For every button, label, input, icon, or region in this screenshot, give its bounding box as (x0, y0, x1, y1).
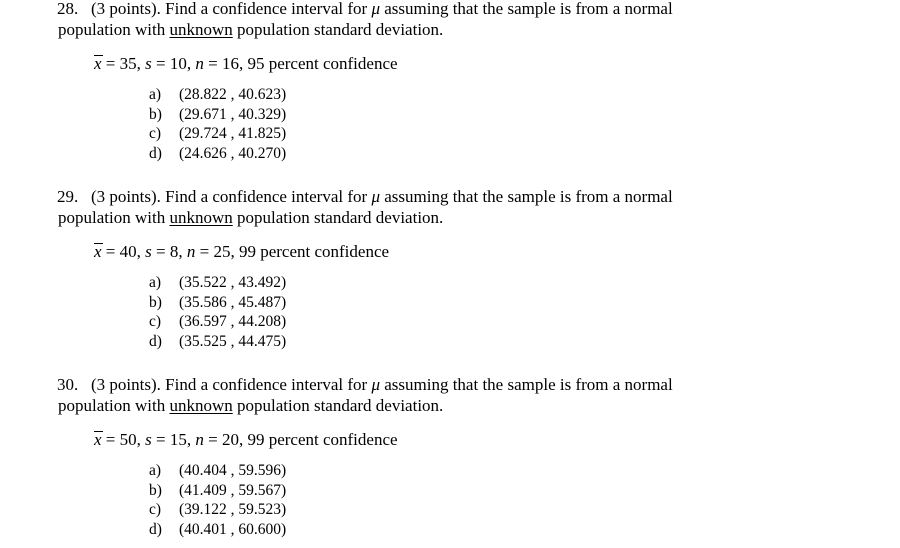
question-29 (57, 186, 880, 351)
question-number: 30. (57, 375, 79, 394)
prompt-text: Find a confidence interval for (165, 375, 368, 394)
prompt-text: population standard deviation. (236, 208, 444, 227)
xbar-symbol: x (94, 242, 102, 261)
xbar-symbol: x (94, 54, 102, 73)
n-symbol: n (195, 430, 204, 449)
answer-choice-c[interactable]: c) (29.724 , 41.825) (149, 125, 287, 142)
answer-choice-a[interactable]: a) (40.404 , 59.596) (149, 462, 287, 479)
question-number: 28. (57, 0, 79, 18)
prompt-text: assuming that the sample is from a normal (384, 0, 673, 18)
prompt-text: population standard deviation. (236, 20, 444, 39)
given-values: x = 50, s = 15, n = 20, 99 percent confidence (94, 430, 398, 449)
prompt-text: assuming that the sample is from a normal (384, 187, 673, 206)
answer-choice-c[interactable]: c) (39.122 , 59.523) (149, 501, 287, 518)
question-28 (57, 0, 880, 163)
question-30 (57, 374, 880, 539)
question-points: (3 points). (91, 187, 161, 206)
underlined-word: unknown (169, 208, 233, 227)
prompt-text: assuming that the sample is from a normal (384, 375, 673, 394)
given-values: x = 35, s = 10, n = 16, 95 percent confidence (94, 54, 398, 73)
answer-choices (149, 273, 880, 351)
n-symbol: n (195, 54, 204, 73)
s-symbol: s (145, 54, 152, 73)
answer-choice-b[interactable]: b) (29.671 , 40.329) (149, 105, 287, 123)
s-symbol: s (145, 242, 152, 261)
answer-choice-a[interactable]: a) (35.522 , 43.492) (149, 274, 287, 291)
answer-choice-b[interactable]: b) (35.586 , 45.487) (149, 293, 287, 311)
prompt-text: population with (58, 396, 166, 415)
s-symbol: s (145, 430, 152, 449)
prompt-text: population with (58, 208, 166, 227)
question-prompt (57, 0, 880, 40)
answer-choice-d[interactable]: d) (24.626 , 40.270) (149, 144, 287, 162)
n-symbol: n (186, 242, 196, 261)
question-number: 29. (57, 187, 79, 206)
prompt-text: population with (58, 20, 166, 39)
answer-choice-d[interactable]: d) (35.525 , 44.475) (149, 332, 287, 350)
mu-symbol: μ (371, 187, 380, 206)
question-points: (3 points). (91, 375, 161, 394)
underlined-word: unknown (169, 396, 233, 415)
prompt-text: Find a confidence interval for (165, 0, 368, 18)
given-values: x = 40, s = 8, n = 25, 99 percent confidence (94, 242, 390, 261)
answer-choices (149, 85, 880, 163)
xbar-symbol: x (94, 430, 102, 449)
prompt-text: Find a confidence interval for (165, 187, 368, 206)
answer-choice-b[interactable]: b) (41.409 , 59.567) (149, 481, 287, 499)
answer-choices (149, 461, 880, 539)
prompt-text: population standard deviation. (236, 396, 444, 415)
underlined-word: unknown (169, 20, 233, 39)
question-prompt (57, 374, 880, 416)
answer-choice-d[interactable]: d) (40.401 , 60.600) (149, 520, 287, 538)
answer-choice-c[interactable]: c) (36.597 , 44.208) (149, 313, 287, 330)
question-prompt (57, 186, 880, 228)
mu-symbol: μ (371, 375, 380, 394)
mu-symbol: μ (371, 0, 380, 18)
question-points: (3 points). (91, 0, 161, 18)
answer-choice-a[interactable]: a) (28.822 , 40.623) (149, 86, 287, 103)
